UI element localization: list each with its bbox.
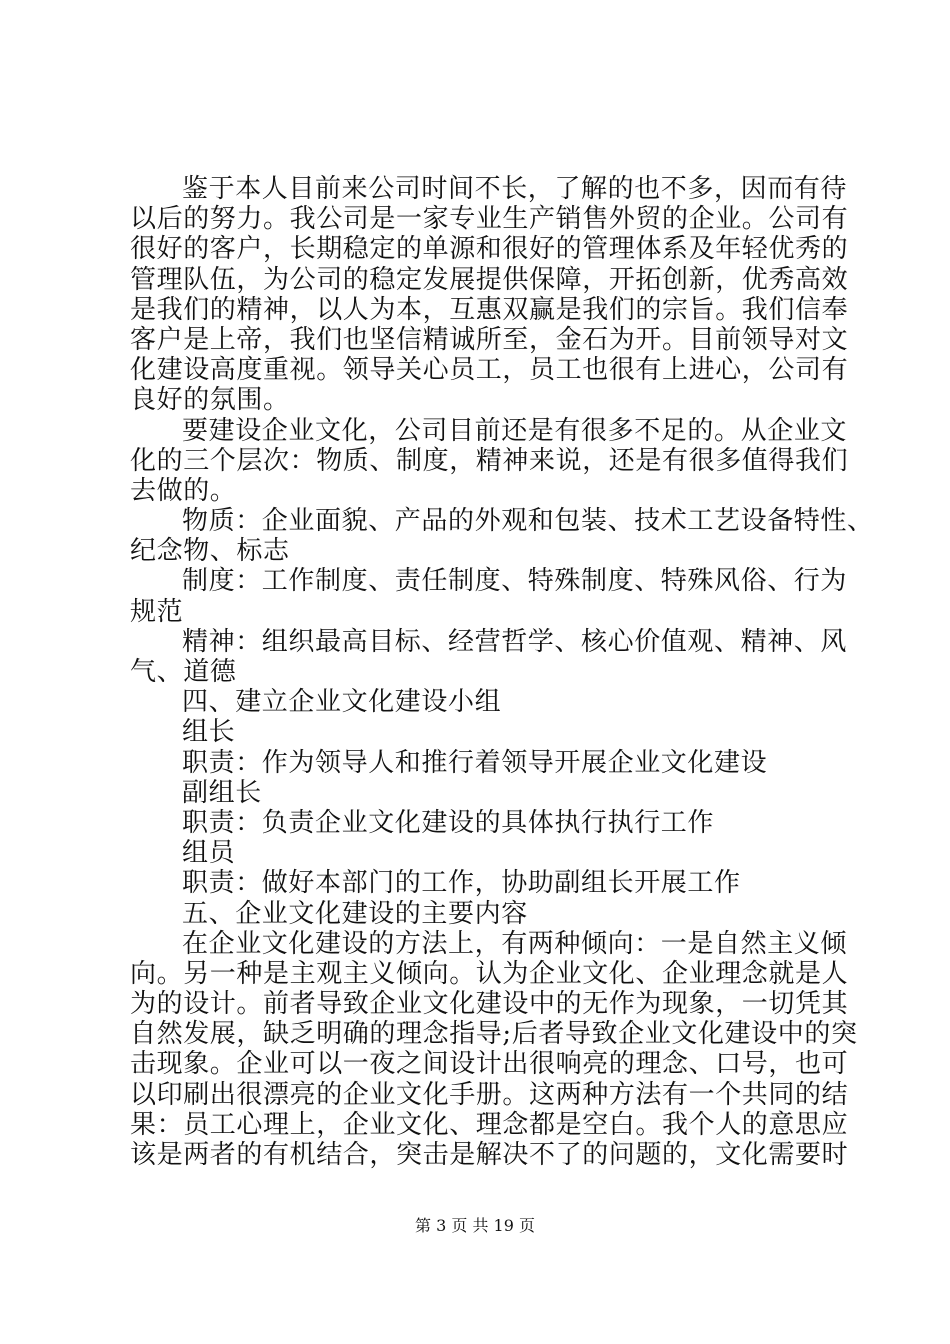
text-line: 纪念物、标志 — [130, 536, 290, 567]
text-line: 规范 — [130, 596, 184, 627]
text-line: 向。另一种是主观主义倾向。认为企业文化、企业理念就是人 — [130, 958, 849, 989]
text-line: 为的设计。前者导致企业文化建设中的无作为现象，一切凭其 — [130, 989, 849, 1020]
text-line: 物质：企业面貌、产品的外观和包装、技术工艺设备特性、 — [182, 506, 874, 537]
text-line: 以印刷出很漂亮的企业文化手册。这两种方法有一个共同的结 — [130, 1079, 849, 1110]
text-line: 良好的氛围。 — [130, 385, 290, 416]
body-text — [130, 174, 874, 1170]
text-line: 组员 — [182, 838, 236, 869]
text-line: 在企业文化建设的方法上，有两种倾向：一是自然主义倾 — [182, 928, 848, 959]
page-footer: 第 3 页 共 19 页 — [415, 1216, 535, 1235]
text-line: 自然发展，缺乏明确的理念指导;后者导致企业文化建设中的突 — [130, 1019, 858, 1050]
text-line: 去做的。 — [130, 475, 237, 506]
text-line: 制度：工作制度、责任制度、特殊制度、特殊风俗、行为 — [182, 566, 848, 597]
text-line: 化的三个层次：物质、制度，精神来说，还是有很多值得我们 — [130, 445, 849, 476]
text-line: 果：员工心理上，企业文化、理念都是空白。我个人的意思应 — [130, 1109, 849, 1140]
text-line: 管理队伍，为公司的稳定发展提供保障，开拓创新，优秀高效 — [130, 264, 849, 295]
text-line: 职责：负责企业文化建设的具体执行执行工作 — [182, 807, 715, 838]
text-line: 五、企业文化建设的主要内容 — [182, 898, 528, 929]
text-line: 组长 — [182, 717, 236, 748]
text-line: 很好的客户，长期稳定的单源和很好的管理体系及年轻优秀的 — [130, 234, 849, 265]
text-line: 职责：做好本部门的工作，协助副组长开展工作 — [182, 868, 741, 899]
text-line: 该是两者的有机结合，突击是解决不了的问题的，文化需要时 — [130, 1140, 849, 1170]
text-line: 精神：组织最高目标、经营哲学、核心价值观、精神、风 — [182, 626, 848, 657]
text-line: 要建设企业文化，公司目前还是有很多不足的。从企业文 — [182, 415, 848, 446]
text-line: 化建设高度重视。领导关心员工，员工也很有上进心，公司有 — [130, 355, 849, 386]
text-line: 四、建立企业文化建设小组 — [182, 687, 502, 718]
text-line: 以后的努力。我公司是一家专业生产销售外贸的企业。公司有 — [130, 204, 849, 235]
text-line: 击现象。企业可以一夜之间设计出很响亮的理念、口号，也可 — [130, 1049, 849, 1080]
text-line: 职责：作为领导人和推行着领导开展企业文化建设 — [182, 747, 768, 778]
text-line: 客户是上帝，我们也坚信精诚所至，金石为开。目前领导对文 — [130, 324, 849, 355]
text-line: 是我们的精神，以人为本，互惠双赢是我们的宗旨。我们信奉 — [130, 294, 849, 325]
text-line: 鉴于本人目前来公司时间不长，了解的也不多，因而有待 — [182, 174, 848, 204]
text-line: 副组长 — [182, 777, 262, 808]
text-line: 气、道德 — [130, 657, 237, 687]
